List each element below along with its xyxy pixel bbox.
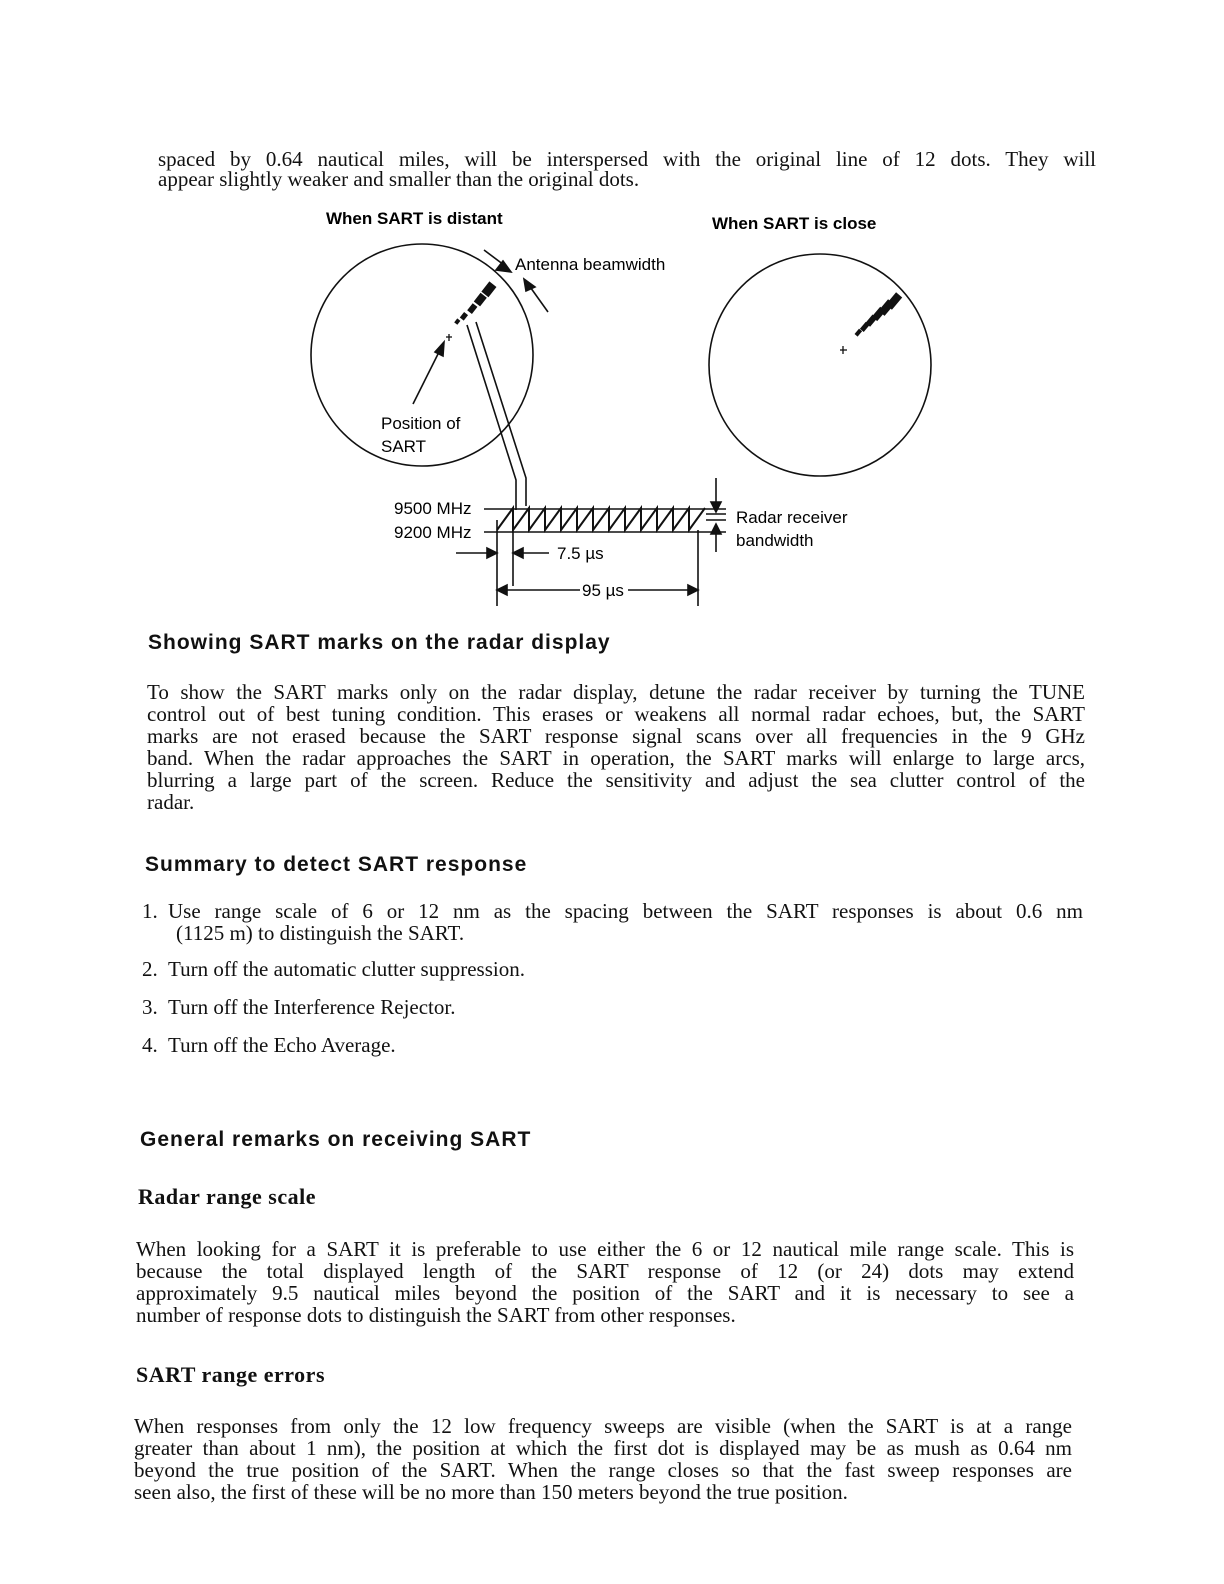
- sart-arcs-close: [855, 292, 903, 336]
- sweep-time-arrows: [456, 548, 549, 558]
- showing-paragraph: [147, 681, 1085, 813]
- summary-list: [142, 900, 1087, 1070]
- freq-9500-label: 9500 MHz: [394, 499, 472, 518]
- intro-paragraph: [158, 148, 1096, 190]
- sart-dots-distant: [454, 281, 496, 324]
- showing-line-1: To show the SART marks only on the radar display, detune the radar receiver by turning the TUNE: [147, 680, 1085, 704]
- range-errors-line-1: When responses from only the 12 low frequency sweeps are visible (when the SART is at a range: [134, 1414, 1072, 1438]
- showing-line-6: radar.: [147, 790, 195, 814]
- range-errors-line-2: greater than about 1 nm), the position at which the first dot is displayed may be as mush as 0.64 nm: [134, 1436, 1072, 1460]
- range-scale-paragraph: [136, 1238, 1074, 1326]
- total-time-label: 95 µs: [582, 581, 624, 600]
- range-scale-line-4: number of response dots to distinguish the SART from other responses.: [136, 1303, 736, 1327]
- position-of-label: Position of: [381, 414, 461, 433]
- range-errors-paragraph: [134, 1415, 1072, 1503]
- intro-line-2: appear slightly weaker and smaller than the original dots.: [158, 167, 640, 191]
- antenna-beamwidth-label: Antenna beamwidth: [515, 255, 666, 274]
- range-scale-line-3: approximately 9.5 nautical miles beyond the position of the SART and it is necessary to see a: [136, 1281, 1074, 1305]
- range-errors-line-4: seen also, the first of these will be no more than 150 meters beyond the true position.: [134, 1480, 848, 1504]
- summary-item-4-number: 4.: [142, 1033, 158, 1057]
- range-scale-line-1: When looking for a SART it is preferable to use either the 6 or 12 nautical mile range scale. This is: [136, 1237, 1074, 1261]
- range-errors-line-3: beyond the true position of the SART. When the range closes so that the fast sweep responses are: [134, 1458, 1072, 1482]
- summary-item-1: [142, 900, 1087, 946]
- sart-label: SART: [381, 437, 427, 456]
- summary-item-1-number: 1.: [142, 899, 158, 923]
- showing-line-2: control out of best tuning condition. This erases or weakens all normal radar echoes, but, the SART: [147, 702, 1085, 726]
- summary-item-1-line-2: (1125 m) to distinguish the SART.: [176, 921, 465, 945]
- intro-line-1: spaced by 0.64 nautical miles, will be interspersed with the original line of 12 dots. They will: [158, 147, 1096, 171]
- summary-item-4-text: Turn off the Echo Average.: [168, 1033, 396, 1057]
- summary-item-3-number: 3.: [142, 995, 158, 1019]
- sart-position-cross-close: [840, 346, 847, 354]
- sart-radar-figure: [0, 195, 1224, 615]
- connector-lines: [467, 322, 526, 510]
- position-pointer-arrow: [413, 342, 444, 404]
- heading-general-remarks: General remarks on receiving SART: [140, 1128, 532, 1151]
- freq-9200-label: 9200 MHz: [394, 523, 472, 542]
- sart-position-cross-distant: [446, 334, 452, 341]
- receiver-bandwidth-arrows: [711, 478, 721, 552]
- radar-display-close: [709, 254, 931, 476]
- label-sart-distant: When SART is distant: [326, 209, 503, 228]
- showing-line-4: band. When the radar approaches the SART in operation, the SART marks will enlarge to large arcs,: [147, 746, 1085, 770]
- heading-radar-range-scale: Radar range scale: [138, 1184, 316, 1209]
- range-scale-line-2: because the total displayed length of the SART response of 12 (or 24) dots may extend: [136, 1259, 1074, 1283]
- sawtooth-sweep: [497, 508, 705, 530]
- heading-sart-range-errors: SART range errors: [136, 1362, 326, 1387]
- receiver-label-line-2: bandwidth: [736, 531, 814, 550]
- showing-line-5: blurring a large part of the screen. Reduce the sensitivity and adjust the sea clutter control of the: [147, 768, 1085, 792]
- sweep-time-label: 7.5 µs: [557, 544, 604, 563]
- summary-item-2-number: 2.: [142, 957, 158, 981]
- summary-item-2-text: Turn off the automatic clutter suppression.: [168, 957, 525, 981]
- heading-summary: Summary to detect SART response: [145, 853, 528, 876]
- showing-line-3: marks are not erased because the SART response signal scans over all frequencies in the 9 GHz: [147, 724, 1085, 748]
- summary-item-3-text: Turn off the Interference Rejector.: [168, 995, 456, 1019]
- label-sart-close: When SART is close: [712, 214, 877, 233]
- heading-showing-sart-marks: Showing SART marks on the radar display: [148, 631, 611, 654]
- receiver-label-line-1: Radar receiver: [736, 508, 848, 527]
- summary-item-1-line-1: Use range scale of 6 or 12 nm as the spacing between the SART responses is about 0.6 nm: [168, 899, 1083, 923]
